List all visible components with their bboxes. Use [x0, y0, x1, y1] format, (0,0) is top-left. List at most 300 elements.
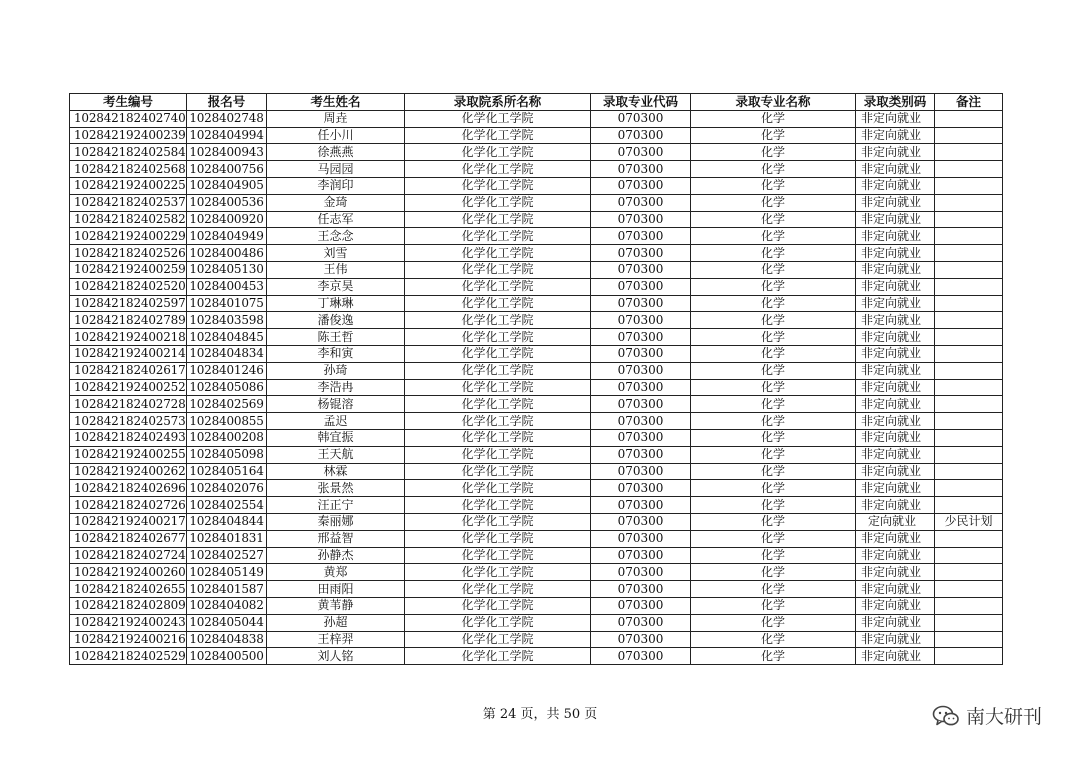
cell-category: 非定向就业: [856, 278, 935, 295]
cell-category: 非定向就业: [856, 211, 935, 228]
cell-major-name: 化学: [691, 329, 856, 346]
cell-registration-no: 1028404082: [187, 597, 267, 614]
cell-name: 黄郑: [267, 564, 405, 581]
cell-name: 徐燕燕: [267, 144, 405, 161]
cell-candidate-id: 102842182402809: [70, 597, 187, 614]
cell-candidate-id: 102842182402529: [70, 648, 187, 665]
cell-category: 非定向就业: [856, 245, 935, 262]
cell-category: 非定向就业: [856, 413, 935, 430]
cell-major-name: 化学: [691, 194, 856, 211]
cell-department: 化学化工学院: [405, 312, 591, 329]
cell-major-name: 化学: [691, 177, 856, 194]
cell-remarks: 少民计划: [935, 513, 1003, 530]
cell-major-name: 化学: [691, 295, 856, 312]
col-header-major-code: 录取专业代码: [591, 94, 691, 111]
cell-department: 化学化工学院: [405, 413, 591, 430]
cell-remarks: [935, 295, 1003, 312]
cell-remarks: [935, 497, 1003, 514]
cell-category: 非定向就业: [856, 648, 935, 665]
cell-registration-no: 1028401075: [187, 295, 267, 312]
cell-registration-no: 1028404834: [187, 345, 267, 362]
cell-name: 孙琦: [267, 362, 405, 379]
cell-category: 非定向就业: [856, 295, 935, 312]
cell-category: 非定向就业: [856, 379, 935, 396]
cell-remarks: [935, 396, 1003, 413]
cell-registration-no: 1028403598: [187, 312, 267, 329]
cell-remarks: [935, 278, 1003, 295]
table-row: [70, 530, 1003, 547]
table-row: [70, 245, 1003, 262]
cell-registration-no: 1028401831: [187, 530, 267, 547]
cell-remarks: [935, 564, 1003, 581]
cell-candidate-id: 102842182402584: [70, 144, 187, 161]
cell-major-name: 化学: [691, 261, 856, 278]
cell-department: 化学化工学院: [405, 530, 591, 547]
cell-candidate-id: 102842182402789: [70, 312, 187, 329]
cell-candidate-id: 102842182402677: [70, 530, 187, 547]
cell-major-code: 070300: [591, 362, 691, 379]
cell-category: 非定向就业: [856, 530, 935, 547]
table-row: [70, 228, 1003, 245]
cell-major-code: 070300: [591, 194, 691, 211]
cell-category: 非定向就业: [856, 581, 935, 598]
cell-candidate-id: 102842192400259: [70, 261, 187, 278]
cell-major-name: 化学: [691, 631, 856, 648]
cell-name: 王伟: [267, 261, 405, 278]
cell-name: 黄苇静: [267, 597, 405, 614]
cell-candidate-id: 102842192400260: [70, 564, 187, 581]
cell-remarks: [935, 379, 1003, 396]
cell-remarks: [935, 228, 1003, 245]
cell-department: 化学化工学院: [405, 547, 591, 564]
cell-registration-no: 1028405086: [187, 379, 267, 396]
cell-department: 化学化工学院: [405, 648, 591, 665]
table-row: [70, 396, 1003, 413]
cell-registration-no: 1028400920: [187, 211, 267, 228]
table-row: [70, 463, 1003, 480]
cell-major-name: 化学: [691, 312, 856, 329]
cell-remarks: [935, 127, 1003, 144]
cell-name: 李和寅: [267, 345, 405, 362]
col-header-remarks: 备注: [935, 94, 1003, 111]
table-row: [70, 547, 1003, 564]
cell-department: 化学化工学院: [405, 278, 591, 295]
cell-major-code: 070300: [591, 547, 691, 564]
cell-candidate-id: 102842192400216: [70, 631, 187, 648]
cell-name: 李京昊: [267, 278, 405, 295]
cell-remarks: [935, 648, 1003, 665]
cell-department: 化学化工学院: [405, 228, 591, 245]
table-row: [70, 413, 1003, 430]
col-header-name: 考生姓名: [267, 94, 405, 111]
cell-major-code: 070300: [591, 211, 691, 228]
cell-department: 化学化工学院: [405, 194, 591, 211]
cell-name: 陈王哲: [267, 329, 405, 346]
cell-major-code: 070300: [591, 413, 691, 430]
cell-department: 化学化工学院: [405, 513, 591, 530]
cell-remarks: [935, 110, 1003, 127]
cell-candidate-id: 102842192400229: [70, 228, 187, 245]
cell-major-name: 化学: [691, 161, 856, 178]
table-row: [70, 127, 1003, 144]
cell-name: 王念念: [267, 228, 405, 245]
cell-major-code: 070300: [591, 581, 691, 598]
cell-name: 杨锟溶: [267, 396, 405, 413]
cell-department: 化学化工学院: [405, 379, 591, 396]
admission-table: [69, 93, 1003, 665]
table-row: [70, 345, 1003, 362]
cell-major-code: 070300: [591, 127, 691, 144]
cell-category: 非定向就业: [856, 144, 935, 161]
cell-department: 化学化工学院: [405, 177, 591, 194]
cell-major-code: 070300: [591, 614, 691, 631]
col-header-category: 录取类别码: [856, 94, 935, 111]
cell-major-name: 化学: [691, 228, 856, 245]
cell-major-name: 化学: [691, 497, 856, 514]
cell-category: 非定向就业: [856, 345, 935, 362]
cell-candidate-id: 102842192400262: [70, 463, 187, 480]
table-row: [70, 144, 1003, 161]
cell-name: 孟迟: [267, 413, 405, 430]
cell-name: 林霖: [267, 463, 405, 480]
cell-major-code: 070300: [591, 110, 691, 127]
cell-registration-no: 1028400453: [187, 278, 267, 295]
table-row: [70, 312, 1003, 329]
cell-name: 刘雪: [267, 245, 405, 262]
cell-category: 非定向就业: [856, 631, 935, 648]
cell-category: 非定向就业: [856, 161, 935, 178]
cell-department: 化学化工学院: [405, 396, 591, 413]
cell-candidate-id: 102842182402728: [70, 396, 187, 413]
cell-name: 汪正宁: [267, 497, 405, 514]
page-number: 第 24 页，共 50 页: [482, 707, 598, 722]
table-row: [70, 211, 1003, 228]
cell-major-name: 化学: [691, 597, 856, 614]
cell-remarks: [935, 245, 1003, 262]
table-row: [70, 261, 1003, 278]
cell-category: 非定向就业: [856, 177, 935, 194]
cell-remarks: [935, 463, 1003, 480]
cell-registration-no: 1028405098: [187, 446, 267, 463]
cell-department: 化学化工学院: [405, 614, 591, 631]
cell-major-code: 070300: [591, 429, 691, 446]
cell-major-name: 化学: [691, 379, 856, 396]
cell-candidate-id: 102842182402568: [70, 161, 187, 178]
cell-candidate-id: 102842182402740: [70, 110, 187, 127]
cell-major-code: 070300: [591, 497, 691, 514]
table-row: [70, 379, 1003, 396]
cell-candidate-id: 102842182402520: [70, 278, 187, 295]
cell-major-code: 070300: [591, 631, 691, 648]
cell-name: 王天航: [267, 446, 405, 463]
cell-category: 非定向就业: [856, 127, 935, 144]
cell-registration-no: 1028400756: [187, 161, 267, 178]
cell-department: 化学化工学院: [405, 429, 591, 446]
cell-department: 化学化工学院: [405, 480, 591, 497]
table-row: [70, 329, 1003, 346]
cell-remarks: [935, 530, 1003, 547]
cell-major-code: 070300: [591, 329, 691, 346]
cell-candidate-id: 102842182402597: [70, 295, 187, 312]
cell-category: 非定向就业: [856, 614, 935, 631]
cell-major-name: 化学: [691, 345, 856, 362]
cell-candidate-id: 102842192400239: [70, 127, 187, 144]
cell-major-name: 化学: [691, 614, 856, 631]
cell-major-code: 070300: [591, 161, 691, 178]
cell-category: 非定向就业: [856, 362, 935, 379]
cell-registration-no: 1028402554: [187, 497, 267, 514]
cell-category: 非定向就业: [856, 396, 935, 413]
cell-category: 非定向就业: [856, 261, 935, 278]
cell-major-code: 070300: [591, 480, 691, 497]
cell-major-code: 070300: [591, 278, 691, 295]
cell-major-name: 化学: [691, 278, 856, 295]
cell-remarks: [935, 194, 1003, 211]
cell-candidate-id: 102842192400218: [70, 329, 187, 346]
cell-major-code: 070300: [591, 144, 691, 161]
cell-department: 化学化工学院: [405, 345, 591, 362]
cell-category: 非定向就业: [856, 463, 935, 480]
cell-name: 金琦: [267, 194, 405, 211]
cell-remarks: [935, 362, 1003, 379]
cell-candidate-id: 102842182402493: [70, 429, 187, 446]
cell-name: 孙超: [267, 614, 405, 631]
cell-department: 化学化工学院: [405, 295, 591, 312]
cell-registration-no: 1028400208: [187, 429, 267, 446]
cell-candidate-id: 102842192400255: [70, 446, 187, 463]
cell-name: 王梓羿: [267, 631, 405, 648]
cell-candidate-id: 102842182402724: [70, 547, 187, 564]
table-row: [70, 194, 1003, 211]
cell-major-name: 化学: [691, 396, 856, 413]
table-row: [70, 295, 1003, 312]
cell-registration-no: 1028401587: [187, 581, 267, 598]
cell-department: 化学化工学院: [405, 127, 591, 144]
cell-major-name: 化学: [691, 245, 856, 262]
cell-name: 任小川: [267, 127, 405, 144]
table-row: [70, 597, 1003, 614]
cell-category: 非定向就业: [856, 194, 935, 211]
table-row: [70, 648, 1003, 665]
cell-candidate-id: 102842182402582: [70, 211, 187, 228]
cell-registration-no: 1028400486: [187, 245, 267, 262]
cell-category: 非定向就业: [856, 228, 935, 245]
cell-remarks: [935, 345, 1003, 362]
cell-major-name: 化学: [691, 362, 856, 379]
cell-registration-no: 1028401246: [187, 362, 267, 379]
table-row: [70, 513, 1003, 530]
cell-category: 非定向就业: [856, 446, 935, 463]
cell-category: 非定向就业: [856, 547, 935, 564]
cell-registration-no: 1028405149: [187, 564, 267, 581]
cell-candidate-id: 102842182402655: [70, 581, 187, 598]
cell-department: 化学化工学院: [405, 581, 591, 598]
cell-remarks: [935, 547, 1003, 564]
cell-name: 张景然: [267, 480, 405, 497]
cell-category: 非定向就业: [856, 312, 935, 329]
table-row: [70, 278, 1003, 295]
cell-department: 化学化工学院: [405, 211, 591, 228]
cell-candidate-id: 102842182402573: [70, 413, 187, 430]
cell-category: 非定向就业: [856, 110, 935, 127]
cell-registration-no: 1028405164: [187, 463, 267, 480]
table-row: [70, 177, 1003, 194]
cell-registration-no: 1028402569: [187, 396, 267, 413]
cell-name: 韩宜振: [267, 429, 405, 446]
cell-name: 李浩冉: [267, 379, 405, 396]
cell-major-code: 070300: [591, 564, 691, 581]
cell-registration-no: 1028405130: [187, 261, 267, 278]
cell-registration-no: 1028404838: [187, 631, 267, 648]
table-row: [70, 446, 1003, 463]
cell-major-name: 化学: [691, 110, 856, 127]
cell-name: 刘人铭: [267, 648, 405, 665]
cell-name: 秦丽娜: [267, 513, 405, 530]
cell-major-name: 化学: [691, 564, 856, 581]
cell-remarks: [935, 480, 1003, 497]
cell-candidate-id: 102842182402537: [70, 194, 187, 211]
header-row: [70, 94, 1003, 111]
cell-category: 非定向就业: [856, 429, 935, 446]
cell-category: 定向就业: [856, 513, 935, 530]
col-header-candidate-id: 考生编号: [70, 94, 187, 111]
table-row: [70, 161, 1003, 178]
cell-major-code: 070300: [591, 396, 691, 413]
cell-category: 非定向就业: [856, 497, 935, 514]
cell-candidate-id: 102842182402726: [70, 497, 187, 514]
cell-registration-no: 1028404845: [187, 329, 267, 346]
table-row: [70, 480, 1003, 497]
cell-candidate-id: 102842182402696: [70, 480, 187, 497]
cell-registration-no: 1028400536: [187, 194, 267, 211]
cell-registration-no: 1028400500: [187, 648, 267, 665]
cell-department: 化学化工学院: [405, 245, 591, 262]
table-row: [70, 362, 1003, 379]
cell-remarks: [935, 614, 1003, 631]
cell-registration-no: 1028402748: [187, 110, 267, 127]
cell-registration-no: 1028405044: [187, 614, 267, 631]
cell-remarks: [935, 581, 1003, 598]
cell-department: 化学化工学院: [405, 631, 591, 648]
cell-major-name: 化学: [691, 530, 856, 547]
cell-name: 任志军: [267, 211, 405, 228]
table-body: [70, 110, 1003, 664]
cell-category: 非定向就业: [856, 564, 935, 581]
table-row: [70, 581, 1003, 598]
cell-remarks: [935, 429, 1003, 446]
watermark: [932, 702, 1042, 729]
cell-major-name: 化学: [691, 463, 856, 480]
cell-major-code: 070300: [591, 513, 691, 530]
cell-remarks: [935, 312, 1003, 329]
cell-major-name: 化学: [691, 547, 856, 564]
col-header-department: 录取院系所名称: [405, 94, 591, 111]
cell-candidate-id: 102842192400252: [70, 379, 187, 396]
cell-registration-no: 1028404994: [187, 127, 267, 144]
cell-remarks: [935, 329, 1003, 346]
cell-registration-no: 1028402076: [187, 480, 267, 497]
cell-candidate-id: 102842192400243: [70, 614, 187, 631]
table-row: [70, 631, 1003, 648]
cell-candidate-id: 102842192400225: [70, 177, 187, 194]
cell-registration-no: 1028400943: [187, 144, 267, 161]
cell-department: 化学化工学院: [405, 597, 591, 614]
cell-remarks: [935, 177, 1003, 194]
cell-department: 化学化工学院: [405, 161, 591, 178]
cell-department: 化学化工学院: [405, 362, 591, 379]
cell-registration-no: 1028402527: [187, 547, 267, 564]
cell-major-name: 化学: [691, 413, 856, 430]
cell-department: 化学化工学院: [405, 261, 591, 278]
cell-department: 化学化工学院: [405, 463, 591, 480]
cell-name: 孙静杰: [267, 547, 405, 564]
cell-major-code: 070300: [591, 345, 691, 362]
cell-major-name: 化学: [691, 211, 856, 228]
cell-remarks: [935, 446, 1003, 463]
table-row: [70, 497, 1003, 514]
cell-registration-no: 1028404905: [187, 177, 267, 194]
cell-name: 李润印: [267, 177, 405, 194]
cell-major-name: 化学: [691, 513, 856, 530]
cell-candidate-id: 102842192400214: [70, 345, 187, 362]
cell-department: 化学化工学院: [405, 446, 591, 463]
cell-major-code: 070300: [591, 530, 691, 547]
cell-remarks: [935, 144, 1003, 161]
table-row: [70, 614, 1003, 631]
cell-remarks: [935, 261, 1003, 278]
col-header-registration-no: 报名号: [187, 94, 267, 111]
cell-major-code: 070300: [591, 597, 691, 614]
cell-major-name: 化学: [691, 127, 856, 144]
cell-major-code: 070300: [591, 312, 691, 329]
cell-name: 周垚: [267, 110, 405, 127]
cell-candidate-id: 102842182402526: [70, 245, 187, 262]
watermark-text: 南大研刊: [965, 706, 1042, 728]
col-header-major-name: 录取专业名称: [691, 94, 856, 111]
cell-remarks: [935, 631, 1003, 648]
cell-major-code: 070300: [591, 228, 691, 245]
cell-major-name: 化学: [691, 429, 856, 446]
cell-department: 化学化工学院: [405, 144, 591, 161]
cell-major-code: 070300: [591, 295, 691, 312]
cell-major-name: 化学: [691, 446, 856, 463]
cell-department: 化学化工学院: [405, 110, 591, 127]
cell-major-name: 化学: [691, 648, 856, 665]
cell-major-code: 070300: [591, 648, 691, 665]
cell-major-code: 070300: [591, 177, 691, 194]
cell-major-code: 070300: [591, 379, 691, 396]
cell-category: 非定向就业: [856, 329, 935, 346]
cell-major-name: 化学: [691, 144, 856, 161]
cell-candidate-id: 102842192400217: [70, 513, 187, 530]
cell-candidate-id: 102842182402617: [70, 362, 187, 379]
cell-department: 化学化工学院: [405, 564, 591, 581]
cell-name: 丁琳琳: [267, 295, 405, 312]
cell-registration-no: 1028400855: [187, 413, 267, 430]
cell-remarks: [935, 211, 1003, 228]
cell-major-code: 070300: [591, 463, 691, 480]
cell-department: 化学化工学院: [405, 329, 591, 346]
cell-name: 田雨阳: [267, 581, 405, 598]
cell-major-code: 070300: [591, 245, 691, 262]
wechat-icon: [932, 704, 960, 728]
cell-remarks: [935, 597, 1003, 614]
cell-name: 马园园: [267, 161, 405, 178]
table-row: [70, 564, 1003, 581]
cell-category: 非定向就业: [856, 480, 935, 497]
cell-registration-no: 1028404844: [187, 513, 267, 530]
cell-name: 潘俊逸: [267, 312, 405, 329]
